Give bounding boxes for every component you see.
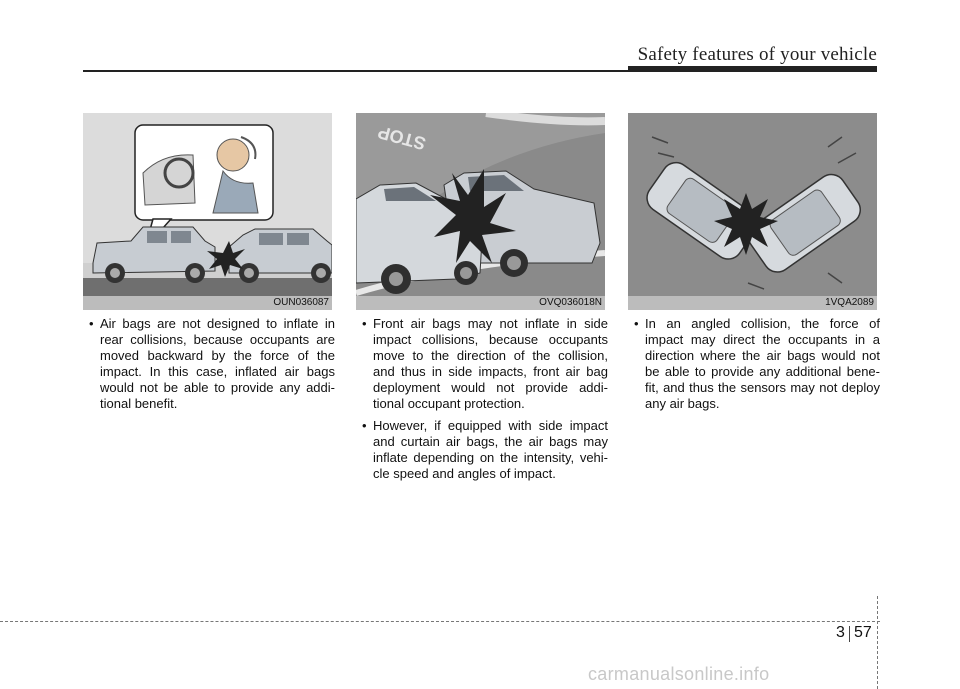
figure-rear-collision <box>83 113 332 310</box>
side-collision-illustration <box>356 113 605 310</box>
bullet-item: • In an angled collision, the force of impact may direct the occupants in a direction where the air bags would not be able to provide any additional bene-fit, and thus the sensors may not deploy any air bags. <box>628 316 880 412</box>
figure-side-collision <box>356 113 605 310</box>
road-stop-marking: STOP <box>375 121 428 154</box>
footer-vertical-rule <box>877 596 878 689</box>
chapter-number: 3 <box>836 624 845 641</box>
rear-collision-illustration <box>83 113 332 310</box>
page-number: 57 <box>854 624 872 641</box>
figure-angled-collision <box>628 113 877 310</box>
watermark-text: carmanualsonline.info <box>588 664 770 684</box>
footer-dashed-rule <box>0 621 880 622</box>
bullet-item: • However, if equipped with side impact and curtain air bags, the air bags may inflate depending on the intensity, vehi-cle speed and angles of impact. <box>356 418 608 482</box>
header-rule-accent <box>628 66 877 72</box>
angled-collision-illustration <box>628 113 877 310</box>
figure-code: OUN036087 <box>273 297 329 308</box>
text-column-3 <box>628 316 880 418</box>
figure-code: 1VQA2089 <box>825 297 874 308</box>
page-header-title: Safety features of your vehicle <box>637 44 877 65</box>
figure-code: OVQ036018N <box>539 297 602 308</box>
page-number-separator <box>849 626 850 642</box>
text-column-1 <box>83 316 335 418</box>
text-column-2 <box>356 316 608 488</box>
bullet-item: • Front air bags may not inflate in side impact collisions, because occupants move to the direction of the collision, and thus in side impacts, front air bag deployment would not provide addi-tional occupant protection. <box>356 316 608 412</box>
bullet-item: • Air bags are not designed to inflate in rear collisions, because occupants are moved backward by the force of the impact. In this case, inflated air bags would not be able to provide any addi-tional benefit. <box>83 316 335 412</box>
